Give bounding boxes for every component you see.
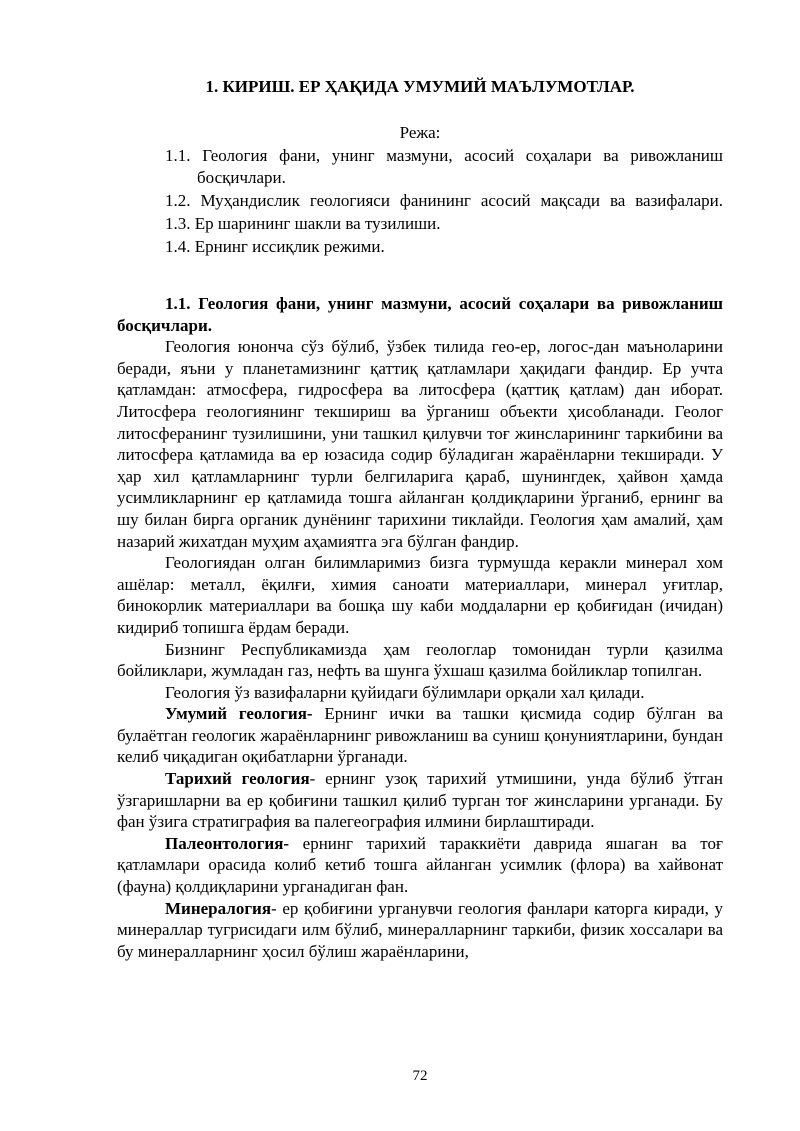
- definition-paragraph: [117, 898, 723, 963]
- definition-term: Умумий геология-: [165, 704, 313, 724]
- paragraph: Геология ўз вазифаларни қуйидаги бўлимлари орқали хал қилади.: [165, 682, 645, 702]
- definition-paragraph: [117, 833, 723, 898]
- definition-term: Тарихий геология: [165, 769, 310, 789]
- plan-label: Режа:: [399, 123, 441, 142]
- page-title: 1. КИРИШ. ЕР ҲАҚИДА УМУМИЙ МАЪЛУМОТЛАР.: [205, 77, 635, 96]
- definition-text: Ернинг ички ва ташки қисмида содир бўлган ва булаётган геологик жараёнларнинг ривожланиш ва суниш қонуниятларини, бундан келиб чиқадиган оқибатларни ўрганади.: [117, 704, 723, 767]
- definition-paragraph: [117, 768, 723, 833]
- definition-term: Палеонтология-: [165, 833, 290, 853]
- definition-term: Минералогия: [165, 898, 272, 918]
- plan-item: 1.1. Геология фани, унинг мазмуни, асосий соҳалари ва ривожланиш босқичлари.: [165, 146, 723, 187]
- body-text: [117, 293, 723, 962]
- paragraph: Геологиядан олган билимларимиз бизга турмушда керакли минерал хом ашёлар: металл, ёқилғи, химия саноати материаллари, минерал уғитлар, бинокорлик материаллари ва бошқа шу каби моддаларни ер қобиғидан (ичидан) кидириб топишга ёрдам беради.: [117, 553, 723, 637]
- plan-item: 1.3. Ер шарининг шакли ва тузилиши.: [165, 213, 441, 233]
- plan-list: [165, 145, 723, 259]
- paragraph: Бизнинг Республикамизда ҳам геологлар томонидан турли қазилма бойликлари, жумладан газ, нефть ва шунга ўхшаш қазилма бойликлар топилган.: [117, 639, 723, 681]
- section-title: 1.1. Геология фани, унинг мазмуни, асосий соҳалари ва ривожланиш босқичлари.: [117, 294, 723, 335]
- definition-text: - ернинг узоқ тарихий утмишини, унда бўлиб ўтган ўзгаришларни ва ер қобиғини ташкил қилиб турган тоғ жинсларини урганади. Бу фан ўзига стратиграфия ва палегеография илмини бирлаштиради.: [117, 769, 723, 832]
- definition-text: - ер қобиғини урганувчи геология фанлари каторга киради, у минераллар тугрисидаги илм бўлиб, минералларнинг таркиби, физик хоссалари ва бу минералларнинг ҳосил бўлиш жараёнларини,: [117, 898, 723, 961]
- definition-paragraph: [117, 703, 723, 768]
- definition-text: ернинг тарихий тараккиёти даврида яшаган ва тоғ қатламлари орасида колиб кетиб тошга айланган усимлик (флора) ва хайвонат (фауна) қолдиқларини урганадиган фан.: [117, 833, 723, 897]
- plan-item: 1.2. Муҳандислик геологияси фанининг асосий мақсади ва вазифалари.: [165, 190, 723, 210]
- plan-item: 1.4. Ернинг иссиқлик режими.: [165, 236, 385, 256]
- page-number: 72: [412, 1068, 428, 1084]
- paragraph: Геология юнонча сўз бўлиб, ўзбек тилида гео-ер, логос-дан маъноларини беради, яъни у планетамизнинг қаттиқ қатламлари ҳақидаги фандир. Ер учта қатламдан: атмосфера, гидросфера ва литосфера (қаттиқ қатлам) дан иборат. Литосфера геологиянинг текшириш ва ўрганиш объекти ҳисобланади. Геолог литосферанинг тузилишини, уни ташкил қилувчи тоғ жинсларининг таркибини ва литосфера қатламида ва ер юзасида содир бўладиган жараёнларни текширади. У ҳар хил қатламларнинг турли белгиларига қараб, шунингдек, ҳайвон ҳамда усимликларнинг ер қатламида тошга айланган қолдиқларини ўрганиб, ернинг ва шу билан бирга органик дунёнинг тарихини тиклайди. Геология ҳам амалий, ҳам назарий жихатдан муҳим аҳамиятга эга бўлган фандир.: [117, 337, 723, 551]
